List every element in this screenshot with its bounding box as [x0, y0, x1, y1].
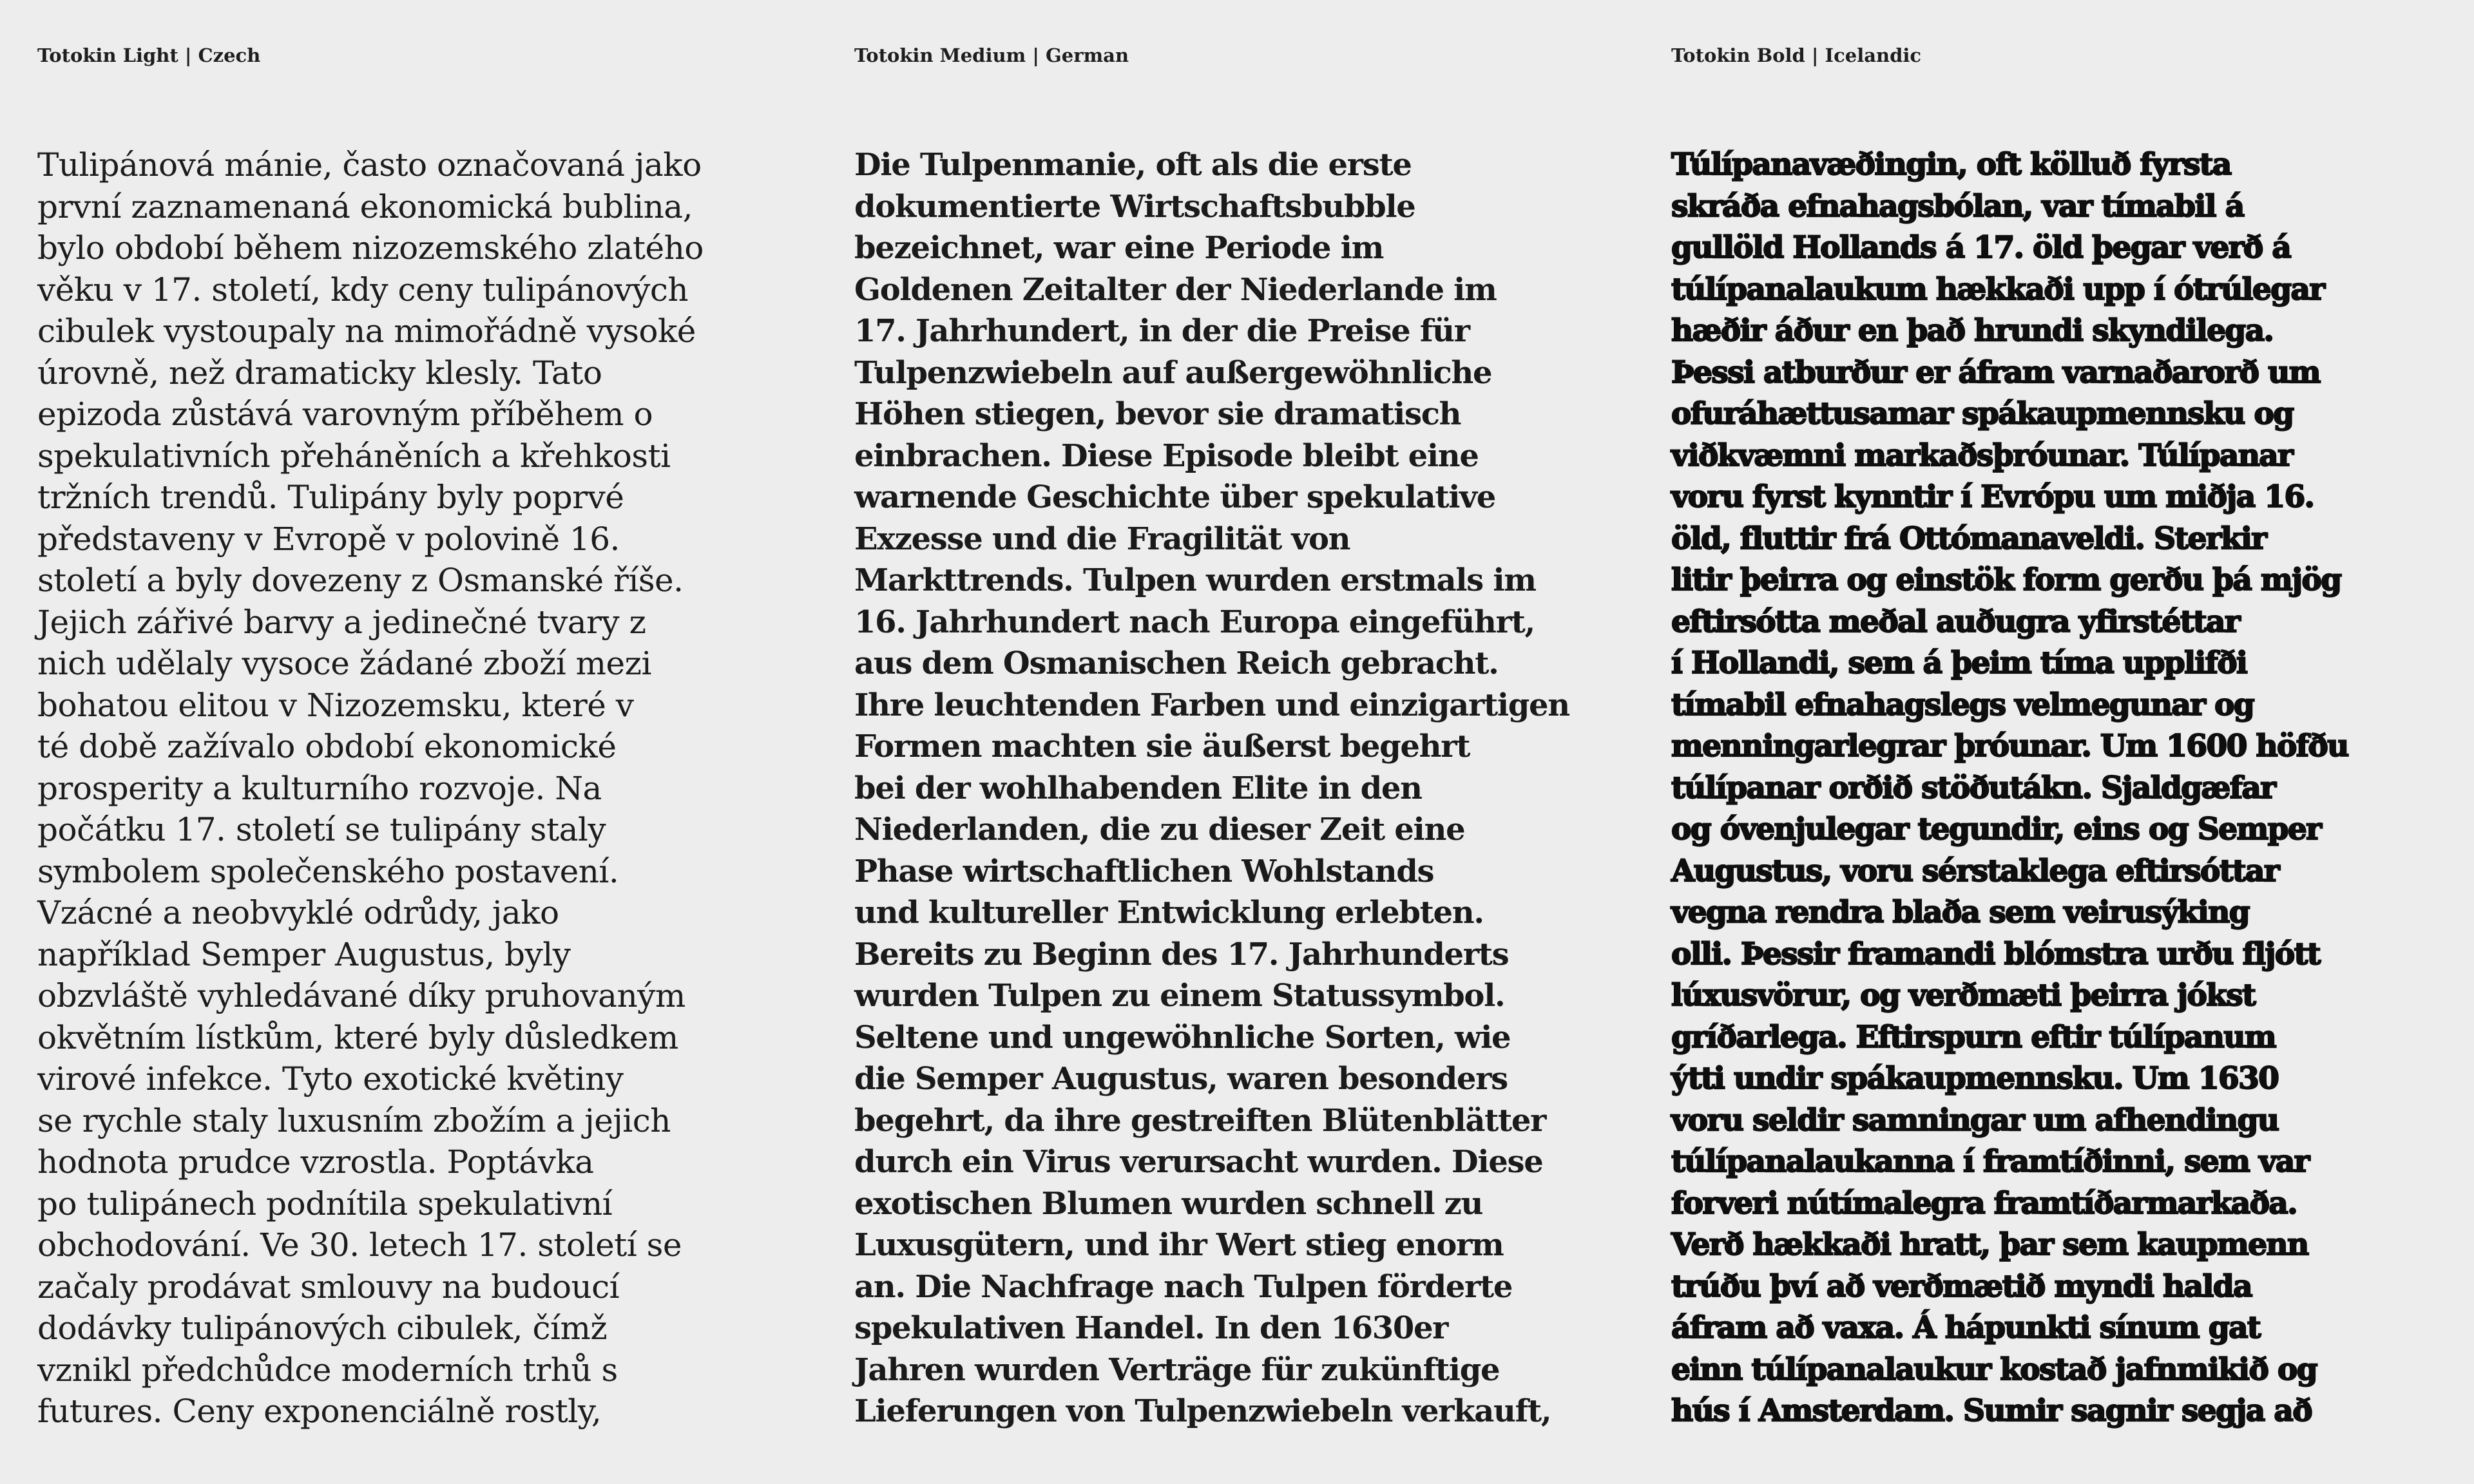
text-line: durch ein Virus verursacht wurden. Diese: [854, 1144, 1543, 1180]
specimen-text-german: [854, 144, 1569, 1432]
text-line: obzvláště vyhledávané díky pruhovaným: [37, 977, 686, 1014]
text-line: áfram að vaxa. Á hápunkti sínum gat: [1671, 1310, 2261, 1346]
text-line: Markttrends. Tulpen wurden erstmals im: [854, 562, 1536, 598]
text-line: Túlípanavæðingin, oft kölluð fyrsta: [1671, 147, 2231, 182]
text-line: an. Die Nachfrage nach Tulpen förderte: [854, 1268, 1513, 1305]
text-line: gríðarlega. Eftirspurn eftir túlípanum: [1671, 1019, 2276, 1055]
text-line: begehrt, da ihre gestreiften Blütenblätter: [854, 1102, 1546, 1139]
text-line: vznikl předchůdce moderních trhů s: [37, 1351, 618, 1389]
text-line: aus dem Osmanischen Reich gebracht.: [854, 645, 1499, 681]
text-line: hús í Amsterdam. Sumir sagnir segja að: [1671, 1393, 2312, 1429]
text-line: tímabil efnahagslegs velmegunar og: [1671, 687, 2254, 723]
text-line: 17. Jahrhundert, in der die Preise für: [854, 313, 1470, 349]
text-line: Ihre leuchtenden Farben und einzigartigen: [854, 687, 1569, 723]
text-line: se rychle staly luxusním zbožím a jejich: [37, 1101, 671, 1139]
column-bold-icelandic: [1671, 0, 2451, 1484]
text-line: lúxusvörur, og verðmæti þeirra jókst: [1671, 978, 2256, 1013]
text-line: hæðir áður en það hrundi skyndilega.: [1671, 313, 2274, 348]
text-line: vegna rendra blaða sem veirusýking: [1671, 895, 2249, 930]
text-line: voru seldir samningar um afhendingu: [1671, 1102, 2279, 1138]
text-line: litir þeirra og einstök form gerðu þá mjög: [1671, 562, 2341, 598]
text-line: Exzesse und die Fragilität von: [854, 520, 1350, 557]
text-line: túlípanar orðið stöðutákn. Sjaldgæfar: [1671, 770, 2276, 806]
text-line: nich udělaly vysoce žádané zboží mezi: [37, 645, 651, 682]
text-line: té době zažívalo období ekonomické: [37, 728, 617, 765]
text-line: Þessi atburður er áfram varnaðarorð um: [1671, 354, 2320, 390]
text-line: voru fyrst kynntir í Evrópu um miðja 16.: [1671, 479, 2314, 515]
text-line: forveri nútímalegra framtíðarmarkaða.: [1671, 1185, 2297, 1221]
text-line: spekulativen Handel. In den 1630er: [854, 1310, 1448, 1346]
text-line: dodávky tulipánových cibulek, čímž: [37, 1309, 608, 1347]
text-line: Tulpenzwiebeln auf außergewöhnliche: [854, 354, 1492, 391]
column-medium-german: [854, 0, 1647, 1484]
text-line: bei der wohlhabenden Elite in den: [854, 770, 1422, 806]
text-line: Jahren wurden Verträge für zukünftige: [854, 1351, 1500, 1388]
text-line: Bereits zu Beginn des 17. Jahrhunderts: [854, 936, 1509, 973]
text-line: Tulipánová mánie, často označovaná jako: [37, 146, 702, 184]
text-line: ofuráhættusamar spákaupmennsku og: [1671, 396, 2294, 432]
text-line: einbrachen. Diese Episode bleibt eine: [854, 437, 1479, 474]
text-line: okvětním lístkům, které byly důsledkem: [37, 1018, 678, 1056]
column-label: Totokin Bold | Icelandic: [1671, 44, 1922, 66]
text-line: eftirsótta meðal auðugra yfirstéttar: [1671, 604, 2239, 640]
text-line: Augustus, voru sérstaklega eftirsóttar: [1671, 853, 2279, 889]
text-line: Die Tulpenmanie, oft als die erste: [854, 147, 1412, 183]
text-line: prosperity a kulturního rozvoje. Na: [37, 769, 602, 807]
text-line: Lieferungen von Tulpenzwiebeln verkauft,: [854, 1393, 1551, 1429]
specimen-text-czech: [37, 144, 704, 1432]
text-line: og óvenjulegar tegundir, eins og Semper: [1671, 812, 2321, 847]
text-line: dokumentierte Wirtschaftsbubble: [854, 188, 1415, 225]
text-line: Niederlanden, die zu dieser Zeit eine: [854, 812, 1465, 848]
text-line: Formen machten sie äußerst begehrt: [854, 728, 1470, 765]
text-line: spekulativních přeháněních a křehkosti: [37, 437, 671, 475]
text-line: futures. Ceny exponenciálně rostly,: [37, 1393, 602, 1430]
text-line: počátku 17. století se tulipány staly: [37, 811, 606, 848]
text-line: wurden Tulpen zu einem Statussymbol.: [854, 978, 1505, 1014]
text-line: die Semper Augustus, waren besonders: [854, 1061, 1508, 1097]
text-line: olli. Þessir framandi blómstra urðu fljótt: [1671, 936, 2320, 972]
text-line: warnende Geschichte über spekulative: [854, 479, 1495, 515]
text-line: ýtti undir spákaupmennsku. Um 1630: [1671, 1061, 2279, 1096]
text-line: Verð hækkaði hratt, þar sem kaupmenn: [1671, 1227, 2308, 1262]
text-line: symbolem společenského postavení.: [37, 852, 619, 890]
text-line: í Hollandi, sem á þeim tíma upplifði: [1671, 645, 2247, 681]
text-line: Seltene und ungewöhnliche Sorten, wie: [854, 1019, 1511, 1056]
text-line: virové infekce. Tyto exotické květiny: [37, 1060, 624, 1098]
text-line: túlípanalaukanna í framtíðinni, sem var: [1671, 1144, 2309, 1179]
text-line: hodnota prudce vzrostla. Poptávka: [37, 1143, 594, 1181]
text-line: bezeichnet, war eine Periode im: [854, 230, 1384, 266]
text-line: století a byly dovezeny z Osmanské říše.: [37, 562, 684, 599]
text-line: trúðu því að verðmætið myndi halda: [1671, 1268, 2252, 1304]
text-line: menningarlegrar þróunar. Um 1600 höfðu: [1671, 728, 2348, 764]
text-line: věku v 17. století, kdy ceny tulipánových: [37, 271, 689, 309]
text-line: exotischen Blumen wurden schnell zu: [854, 1185, 1483, 1222]
text-line: öld, fluttir frá Ottómanaveldi. Sterkir: [1671, 520, 2267, 556]
text-line: tržních trendů. Tulipány byly poprvé: [37, 479, 624, 516]
text-line: einn túlípanalaukur kostað jafnmikið og: [1671, 1351, 2317, 1387]
text-line: viðkvæmni markaðsþróunar. Túlípanar: [1671, 437, 2293, 473]
specimen-text-icelandic: [1671, 144, 2348, 1432]
text-line: představeny v Evropě v polovině 16.: [37, 520, 620, 558]
text-line: Höhen stiegen, bevor sie dramatisch: [854, 396, 1461, 432]
text-line: gullöld Hollands á 17. öld þegar verð á: [1671, 230, 2291, 265]
text-line: skráða efnahagsbólan, var tímabil á: [1671, 188, 2244, 224]
text-line: obchodování. Ve 30. letech 17. století se: [37, 1226, 682, 1264]
text-line: první zaznamenaná ekonomická bublina,: [37, 187, 693, 225]
text-line: túlípanalaukum hækkaði upp í ótrúlegar: [1671, 271, 2325, 307]
text-line: po tulipánech podnítila spekulativní: [37, 1184, 613, 1222]
text-line: Goldenen Zeitalter der Niederlande im: [854, 271, 1497, 308]
text-line: bohatou elitou v Nizozemsku, které v: [37, 686, 634, 724]
column-label: Totokin Light | Czech: [37, 44, 261, 66]
text-line: Jejich zářivé barvy a jedinečné tvary z: [37, 603, 646, 641]
text-line: und kultureller Entwicklung erlebten.: [854, 895, 1484, 931]
text-line: bylo období během nizozemského zlatého: [37, 229, 704, 267]
text-line: Luxusgütern, und ihr Wert stieg enorm: [854, 1227, 1504, 1263]
text-line: 16. Jahrhundert nach Europa eingeführt,: [854, 604, 1535, 640]
column-light-czech: [37, 0, 804, 1484]
column-label: Totokin Medium | German: [854, 44, 1129, 66]
text-line: úrovně, než dramaticky klesly. Tato: [37, 354, 602, 392]
text-line: epizoda zůstává varovným příběhem o: [37, 395, 653, 433]
text-line: cibulek vystoupaly na mimořádně vysoké: [37, 312, 696, 350]
text-line: například Semper Augustus, byly: [37, 935, 571, 973]
text-line: začaly prodávat smlouvy na budoucí: [37, 1268, 620, 1306]
text-line: Vzácné a neobvyklé odrůdy, jako: [37, 894, 559, 931]
text-line: Phase wirtschaftlichen Wohlstands: [854, 853, 1434, 889]
